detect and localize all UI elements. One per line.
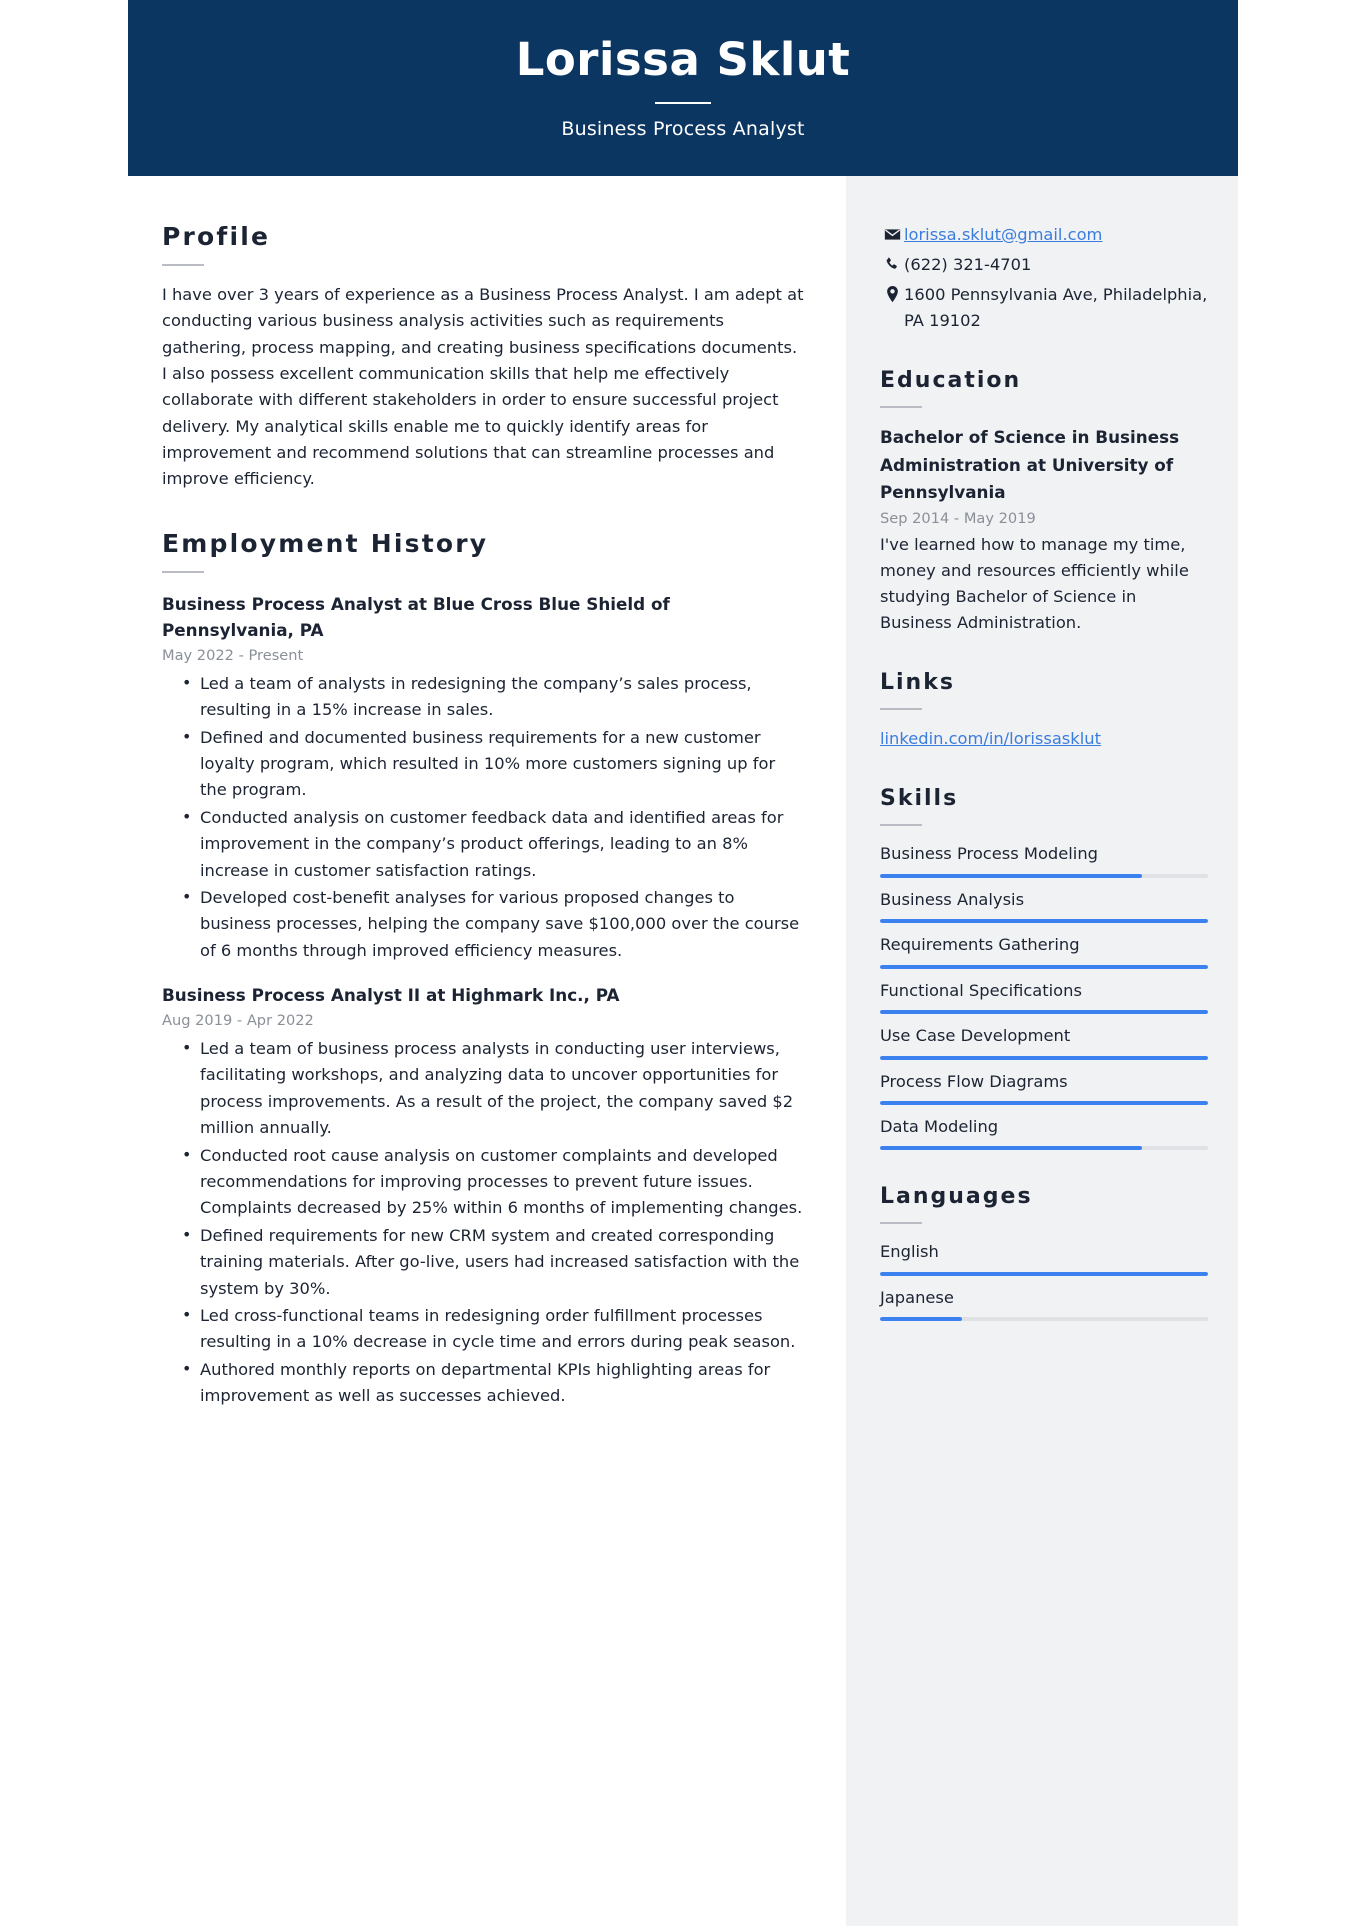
language-bar-track: [880, 1272, 1208, 1276]
resume-body: [128, 176, 1238, 1926]
skill-label: Process Flow Diagrams: [880, 1071, 1068, 1091]
language-label: English: [880, 1242, 939, 1262]
job-title: Business Process Analyst II at Highmark Inc., PA: [162, 985, 620, 1006]
language-item: [880, 1240, 1208, 1275]
skill-bar-fill: [880, 1056, 1208, 1060]
languages-section: [880, 1184, 1208, 1321]
skill-item: [880, 888, 1208, 923]
skill-label: Business Analysis: [880, 889, 1025, 909]
address-text: 1600 Pennsylvania Ave, Philadelphia, PA 19102: [904, 284, 1208, 330]
contact-address-row: [880, 282, 1208, 334]
job-bullet: • Conducted root cause analysis on customer complaints and developed recommendations for improving processes to prevent future issues. Complaints decreased by 25% within 6 months of implementing changes.: [200, 1143, 806, 1222]
skill-item: [880, 1115, 1208, 1150]
skill-label: Functional Specifications: [880, 980, 1082, 1000]
section-divider: [162, 264, 204, 266]
skill-label: Business Process Modeling: [880, 844, 1098, 864]
skill-item: [880, 842, 1208, 877]
skills-section: [880, 786, 1208, 1150]
section-divider: [880, 406, 922, 408]
skills-heading: Skills: [880, 786, 959, 812]
skill-label: Use Case Development: [880, 1026, 1071, 1046]
language-bar-fill: [880, 1272, 1208, 1276]
job-bullets: [162, 671, 806, 964]
skill-bar-fill: [880, 919, 1208, 923]
employment-section: [162, 529, 806, 1410]
resume-header: [128, 0, 1238, 176]
links-section: [880, 670, 1208, 752]
phone-icon: [880, 252, 904, 272]
section-divider: [162, 571, 204, 573]
job-bullets: [162, 1036, 806, 1409]
language-label: Japanese: [880, 1287, 954, 1307]
job-bullet: • Led cross-functional teams in redesigning order fulfillment processes resulting in a 10% decrease in cycle time and errors during peak season.: [200, 1303, 806, 1356]
resume-page: [128, 0, 1238, 1931]
profile-heading: Profile: [162, 221, 271, 251]
profile-text: I have over 3 years of experience as a Business Process Analyst. I am adept at conducting various business analysis activities such as requirements gathering, process mapping, and creating business specifications documents. I also possess excellent communication skills that help me effectively collaborate with different stakeholders in order to ensure successful project delivery. My analytical skills enable me to quickly identify areas for improvement and recommend solutions that can streamline processes and improve efficiency.: [162, 284, 804, 489]
language-bar-fill: [880, 1317, 962, 1321]
section-divider: [880, 1222, 922, 1224]
skill-bar-fill: [880, 1010, 1208, 1014]
section-divider: [880, 824, 922, 826]
language-item: [880, 1286, 1208, 1321]
job-bullet: • Developed cost-benefit analyses for various proposed changes to business processes, helping the company save $100,000 over the course of 6 months through improved efficiency measures.: [200, 885, 806, 964]
skill-bar-fill: [880, 874, 1142, 878]
skill-bar-fill: [880, 965, 1208, 969]
contact-email-row: [880, 222, 1208, 248]
links-heading: Links: [880, 670, 955, 696]
skill-bar-track: [880, 1056, 1208, 1060]
education-heading: Education: [880, 368, 1022, 393]
skill-item: [880, 933, 1208, 968]
phone-number: (622) 321-4701: [904, 254, 1032, 274]
location-pin-icon: [880, 282, 904, 303]
skill-bar-track: [880, 1010, 1208, 1014]
job-bullet: • Conducted analysis on customer feedback data and identified areas for improvement in the company’s product offerings, leading to an 8% increase in customer satisfaction ratings.: [200, 805, 806, 884]
skill-bar-fill: [880, 1146, 1142, 1150]
sidebar-column: [846, 176, 1238, 1926]
skill-item: [880, 1070, 1208, 1105]
skill-bar-track: [880, 1146, 1208, 1150]
employment-heading: Employment History: [162, 528, 489, 558]
job-bullet: • Defined and documented business requirements for a new customer loyalty program, which resulted in 10% more customers signing up for the program.: [200, 725, 806, 804]
profile-section: [162, 222, 806, 493]
skill-label: Data Modeling: [880, 1116, 999, 1136]
skill-bar-track: [880, 965, 1208, 969]
skill-bar-track: [880, 1101, 1208, 1105]
contact-section: [880, 222, 1208, 334]
envelope-icon: [880, 222, 904, 243]
languages-heading: Languages: [880, 1184, 1033, 1210]
skill-item: [880, 1024, 1208, 1059]
education-date: Sep 2014 - May 2019: [880, 510, 1036, 528]
email-link[interactable]: lorissa.sklut@gmail.com: [904, 224, 1103, 244]
candidate-job-title: Business Process Analyst: [561, 117, 805, 140]
education-description: I've learned how to manage my time, money and resources efficiently while studying Bachelor of Science in Business Administration.: [880, 535, 1189, 633]
header-divider: [655, 102, 711, 104]
linkedin-link[interactable]: linkedin.com/in/lorissasklut: [880, 729, 1101, 749]
skill-item: [880, 979, 1208, 1014]
job-entry: [162, 982, 806, 1409]
job-entry: [162, 591, 806, 964]
job-bullet: • Led a team of analysts in redesigning the company’s sales process, resulting in a 15% increase in sales.: [200, 671, 806, 724]
skill-bar-track: [880, 919, 1208, 923]
skill-label: Requirements Gathering: [880, 935, 1080, 955]
candidate-name: Lorissa Sklut: [515, 33, 851, 86]
job-bullet: • Led a team of business process analysts in conducting user interviews, facilitating workshops, and analyzing data to uncover opportunities for process improvements. As a result of the project, the company saved $2 million annually.: [200, 1036, 806, 1142]
skill-bar-fill: [880, 1101, 1208, 1105]
job-title: Business Process Analyst at Blue Cross Blue Shield of Pennsylvania, PA: [162, 593, 670, 640]
language-bar-track: [880, 1317, 1208, 1321]
job-bullet: • Authored monthly reports on departmental KPIs highlighting areas for improvement as well as successes achieved.: [200, 1357, 806, 1410]
job-date: May 2022 - Present: [162, 646, 304, 664]
job-bullet: • Defined requirements for new CRM system and created corresponding training materials. After go-live, users had increased satisfaction with the system by 30%.: [200, 1223, 806, 1302]
education-section: [880, 368, 1208, 636]
section-divider: [880, 708, 922, 710]
job-date: Aug 2019 - Apr 2022: [162, 1012, 314, 1030]
skill-bar-track: [880, 874, 1208, 878]
main-column: [128, 176, 846, 1926]
education-degree: Bachelor of Science in Business Administration at University of Pennsylvania: [880, 427, 1180, 503]
contact-phone-row: [880, 252, 1208, 278]
